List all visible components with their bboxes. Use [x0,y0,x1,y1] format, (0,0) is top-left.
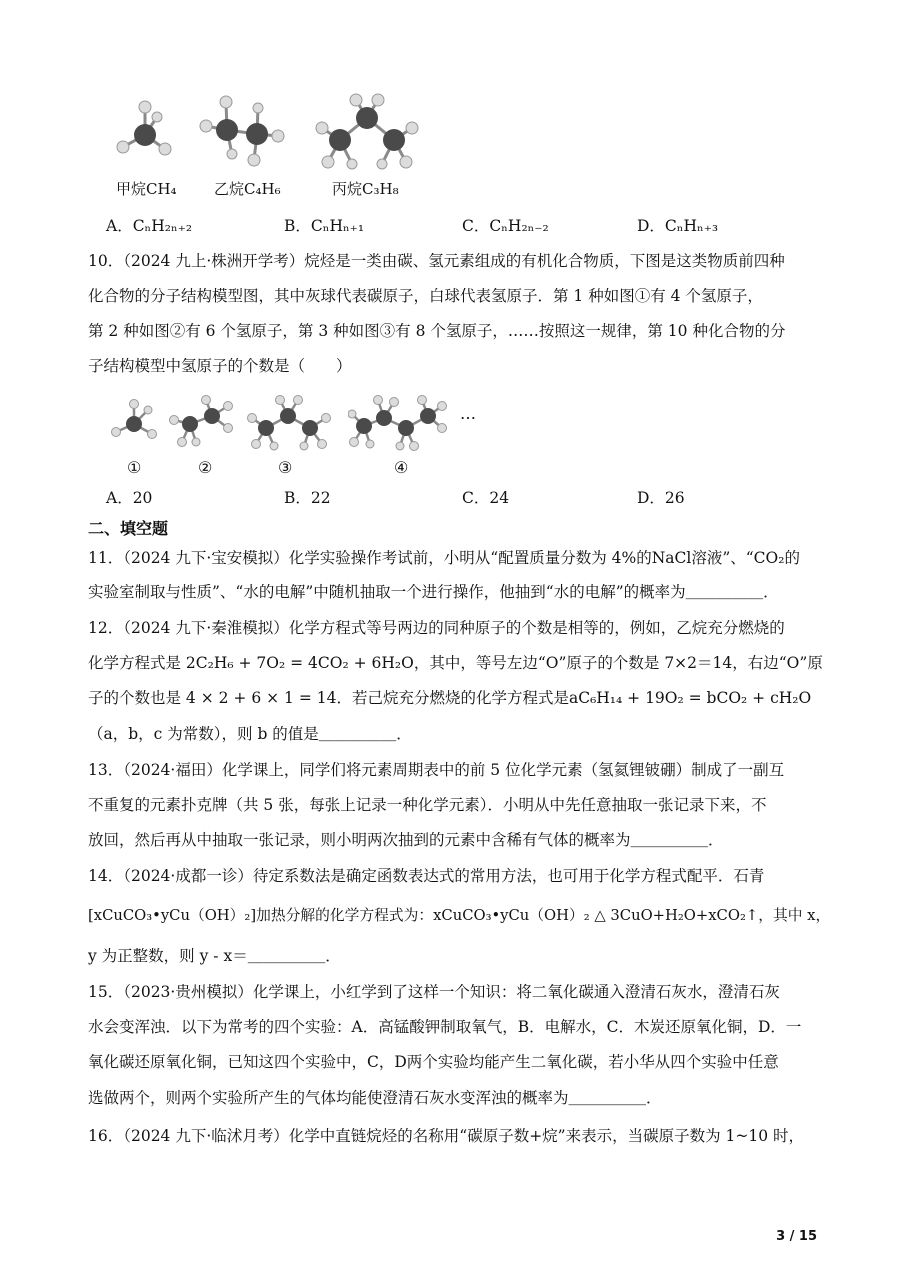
q12-line-2: 化学方程式是 2C₂H₆ + 7O₂ = 4CO₂ + 6H₂O，其中，等号左边“O”原子的个数是 7×2＝14，右边“O”原 [88,654,823,672]
q10-option-c: C．24 [462,489,510,507]
q10-option-b: B．22 [284,489,331,507]
q10-line-2: 化合物的分子结构模型图，其中灰球代表碳原子，白球代表氢原子．第 1 种如图①有 4 个氢原子， [88,287,763,305]
q16-line-1: 16．（2024 九下·临沭月考）化学中直链烷烃的名称用“碳原子数+烷”来表示，当碳原子数为 1~10 时， [88,1127,805,1145]
figure-label-3: ③ [278,458,293,477]
q10-line-1: 10．（2024 九上·株洲开学考）烷烃是一类由碳、氢元素组成的有机化合物质，下图是这类物质前四种 [88,252,785,270]
alkane-model-3-figure [246,394,332,452]
q15-line-4: 选做两个，则两个实验所产生的气体均能使澄清石灰水变浑浊的概率为＿＿＿＿＿． [88,1089,662,1107]
propane-caption: 丙烷C₃H₈ [332,180,399,198]
q10-line-3: 第 2 种如图②有 6 个氢原子，第 3 种如图③有 8 个氢原子，……按照这一规律，第 10 种化合物的分 [88,322,786,340]
q9-option-b: B．CₙHₙ₊₁ [284,217,365,235]
alkane-model-4-figure [348,394,448,452]
q13-line-1: 13．（2024·福田）化学课上，同学们将元素周期表中的前 5 位化学元素（氢氦锂铍硼）制成了一副互 [88,761,785,779]
figure-label-1: ① [127,458,142,477]
page-number: 3 / 15 [776,1229,817,1244]
q9-option-c: C．CₙH₂ₙ₋₂ [462,217,549,235]
figure-label-4: ④ [394,458,409,477]
figure-label-2: ② [198,458,213,477]
ethane-caption: 乙烷C₄H₆ [214,180,281,198]
q14-line-1: 14．（2024·成都一诊）待定系数法是确定函数表达式的常用方法，也可用于化学方程式配平．石青 [88,867,765,885]
alkane-model-2-figure [168,394,236,450]
q11-line-2: 实验室制取与性质”、“水的电解”中随机抽取一个进行操作，他抽到“水的电解”的概率为＿＿＿＿＿． [88,583,779,601]
methane-model-figure [105,95,185,170]
q14-line-2: [xCuCO₃•yCu（OH）₂]加热分解的化学方程式为：xCuCO₃•yCu（OH）₂ △ 3CuO+H₂O+xCO₂↑，其中 x， [88,907,831,924]
alkane-model-1-figure [108,398,160,448]
propane-model-figure [312,92,422,174]
q10-option-d: D．26 [637,489,685,507]
q14-line-3: y 为正整数，则 y - x＝＿＿＿＿＿． [88,947,341,965]
q10-line-4: 子结构模型中氢原子的个数是（ ） [88,357,352,375]
q13-line-3: 放回，然后再从中抽取一张记录，则小明两次抽到的元素中含稀有气体的概率为＿＿＿＿＿． [88,831,724,849]
q15-line-3: 氧化碳还原氧化铜，已知这四个实验中，C，D两个实验均能产生二氧化碳，若小华从四个实验中任意 [88,1053,779,1071]
q13-line-2: 不重复的元素扑克牌（共 5 张，每张上记录一种化学元素）．小明从中先任意抽取一张记录下来，不 [88,796,767,814]
q11-line-1: 11．（2024 九下·宝安模拟）化学实验操作考试前，小明从“配置质量分数为 4%的NaCl溶液”、“CO₂的 [88,549,800,567]
methane-caption: 甲烷CH₄ [116,180,177,198]
figure-ellipsis: … [460,404,476,423]
q15-line-1: 15．（2023·贵州模拟）化学课上，小红学到了这样一个知识：将二氧化碳通入澄清石灰水，澄清石灰 [88,983,780,1001]
q9-option-d: D．CₙHₙ₊₃ [637,217,719,235]
q15-line-2: 水会变浑浊．以下为常考的四个实验：A．高锰酸钾制取氧气，B．电解水，C．木炭还原氧化铜，D．一 [88,1018,802,1036]
section-title: 二、填空题 [88,519,169,538]
q9-option-a: A．CₙH₂ₙ₊₂ [106,217,193,235]
q10-option-a: A．20 [106,489,153,507]
q12-line-1: 12．（2024 九下·秦淮模拟）化学方程式等号两边的同种原子的个数是相等的，例如，乙烷充分燃烧的 [88,619,785,637]
q12-line-4: （a，b，c 为常数），则 b 的值是＿＿＿＿＿． [88,725,412,743]
q12-line-3: 子的个数也是 4 × 2 + 6 × 1 = 14．若己烷充分燃烧的化学方程式是aC₆H₁₄ + 19O₂ = bCO₂ + cH₂O [88,689,812,707]
ethane-model-figure [192,92,292,172]
